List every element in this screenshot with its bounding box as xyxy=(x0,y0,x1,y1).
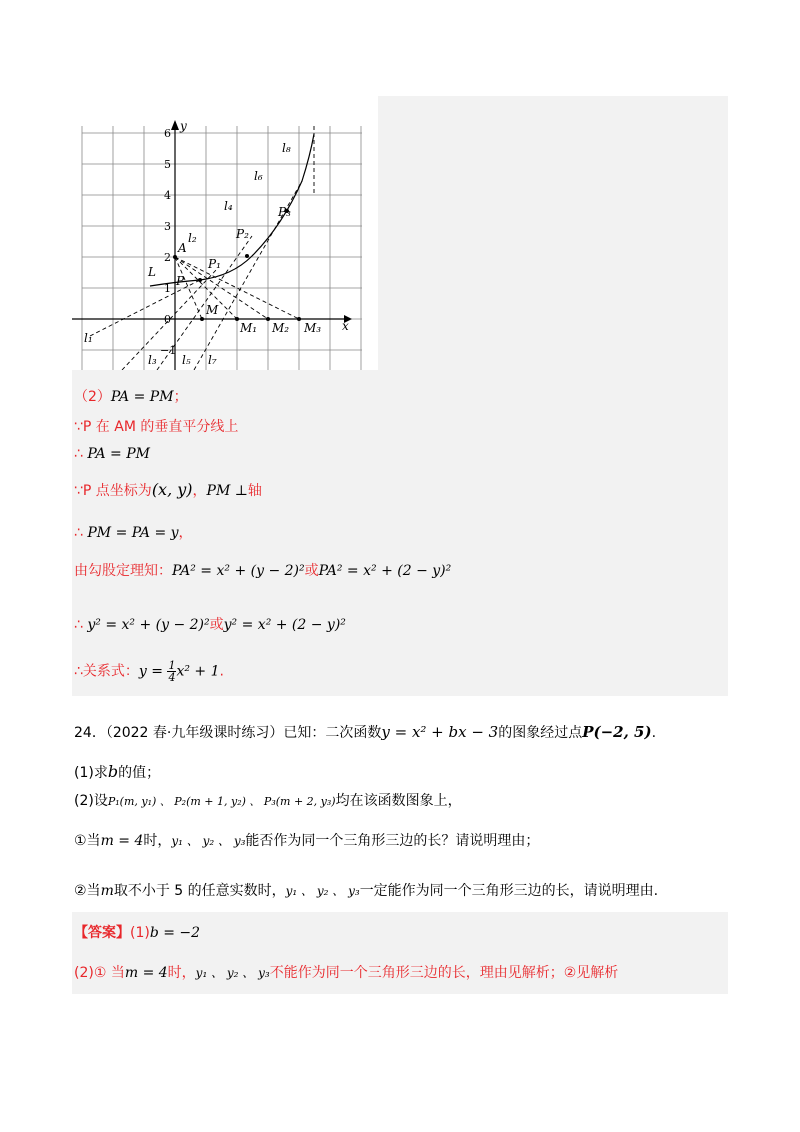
label-M3: M₃ xyxy=(304,321,322,335)
y-tick-minus1: −1 xyxy=(160,344,177,357)
label-P: P xyxy=(176,274,185,288)
solution-line-2: ∵P 在 AM 的垂直平分线上 xyxy=(74,419,239,435)
label-P2: P₂ xyxy=(236,227,249,241)
question-24-part1: (1)求b的值； xyxy=(74,762,161,781)
y-tick-5: 5 xyxy=(164,158,171,171)
label-M: M xyxy=(206,303,219,317)
question-24-sub2: ②当m取不小于 5 的任意实数时，y₁ 、 y₂ 、 y₃一定能作为同一个三角形三边的长，请说明理由. xyxy=(74,883,659,899)
fraction-one-quarter: $\frac{1}{4}$ xyxy=(168,659,176,684)
solution-line-4: ∵P 点坐标为(x, y)，PM ⊥轴 xyxy=(74,480,262,499)
label-P1: P₁ xyxy=(208,257,221,271)
label-P3: P₃ xyxy=(278,205,291,219)
label-A: A xyxy=(178,241,187,255)
question-24-sub1: ①当m = 4时，y₁ 、 y₂ 、 y₃能否作为同一个三角形三边的长？请说明理由； xyxy=(74,833,540,849)
coordinate-figure xyxy=(72,96,378,370)
y-tick-6: 6 xyxy=(164,127,171,140)
answer-line-1: 【答案】(1)b = −2 xyxy=(74,925,201,941)
label-l7: l₇ xyxy=(208,353,217,367)
solution-line-8: ∴关系式：y = $\frac{1}{4}$ x² + 1. xyxy=(74,659,224,684)
y-tick-0: 0 xyxy=(164,313,171,326)
label-l5: l₅ xyxy=(182,353,191,367)
y-tick-4: 4 xyxy=(164,189,171,202)
axis-x-label: x xyxy=(342,319,349,333)
axis-y-label: y xyxy=(180,119,187,133)
question-24-part2: (2)设P₁(m, y₁) 、 P₂(m + 1, y₂) 、 P₃(m + 2, y₃)均在该函数图象上， xyxy=(74,793,462,809)
label-l8: l₈ xyxy=(282,141,291,155)
label-M1: M₁ xyxy=(240,321,258,335)
label-l6: l₆ xyxy=(254,169,263,183)
solution-line-7: ∴ y² = x² + (y − 2)²或y² = x² + (2 − y)² xyxy=(74,617,346,633)
y-tick-3: 3 xyxy=(164,220,171,233)
label-l3: l₃ xyxy=(148,353,157,367)
solution-line-5: ∴ PM = PA = y， xyxy=(74,525,193,541)
label-l4: l₄ xyxy=(224,199,233,213)
label-l1: l₁ xyxy=(84,331,93,345)
label-L: L xyxy=(148,265,156,279)
question-24-stem: 24．（2022 春·九年级课时练习）已知：二次函数y = x² + bx − 3的图象经过点P(−2, 5). xyxy=(74,723,657,741)
answer-line-2: (2)① 当m = 4时，y₁ 、 y₂ 、 y₃不能作为同一个三角形三边的长，理由见解析；②见解析 xyxy=(74,965,619,981)
label-M2: M₂ xyxy=(272,321,290,335)
label-l2: l₂ xyxy=(188,231,197,245)
solution-line-3: ∴ PA = PM xyxy=(74,446,150,462)
y-tick-2: 2 xyxy=(164,251,171,264)
solution-line-1: （2）PA = PM； xyxy=(74,389,188,405)
y-tick-1: 1 xyxy=(164,282,171,295)
parabola-graph xyxy=(72,96,378,370)
solution-line-6: 由勾股定理知：PA² = x² + (y − 2)²或PA² = x² + (2 − y)² xyxy=(74,563,452,579)
